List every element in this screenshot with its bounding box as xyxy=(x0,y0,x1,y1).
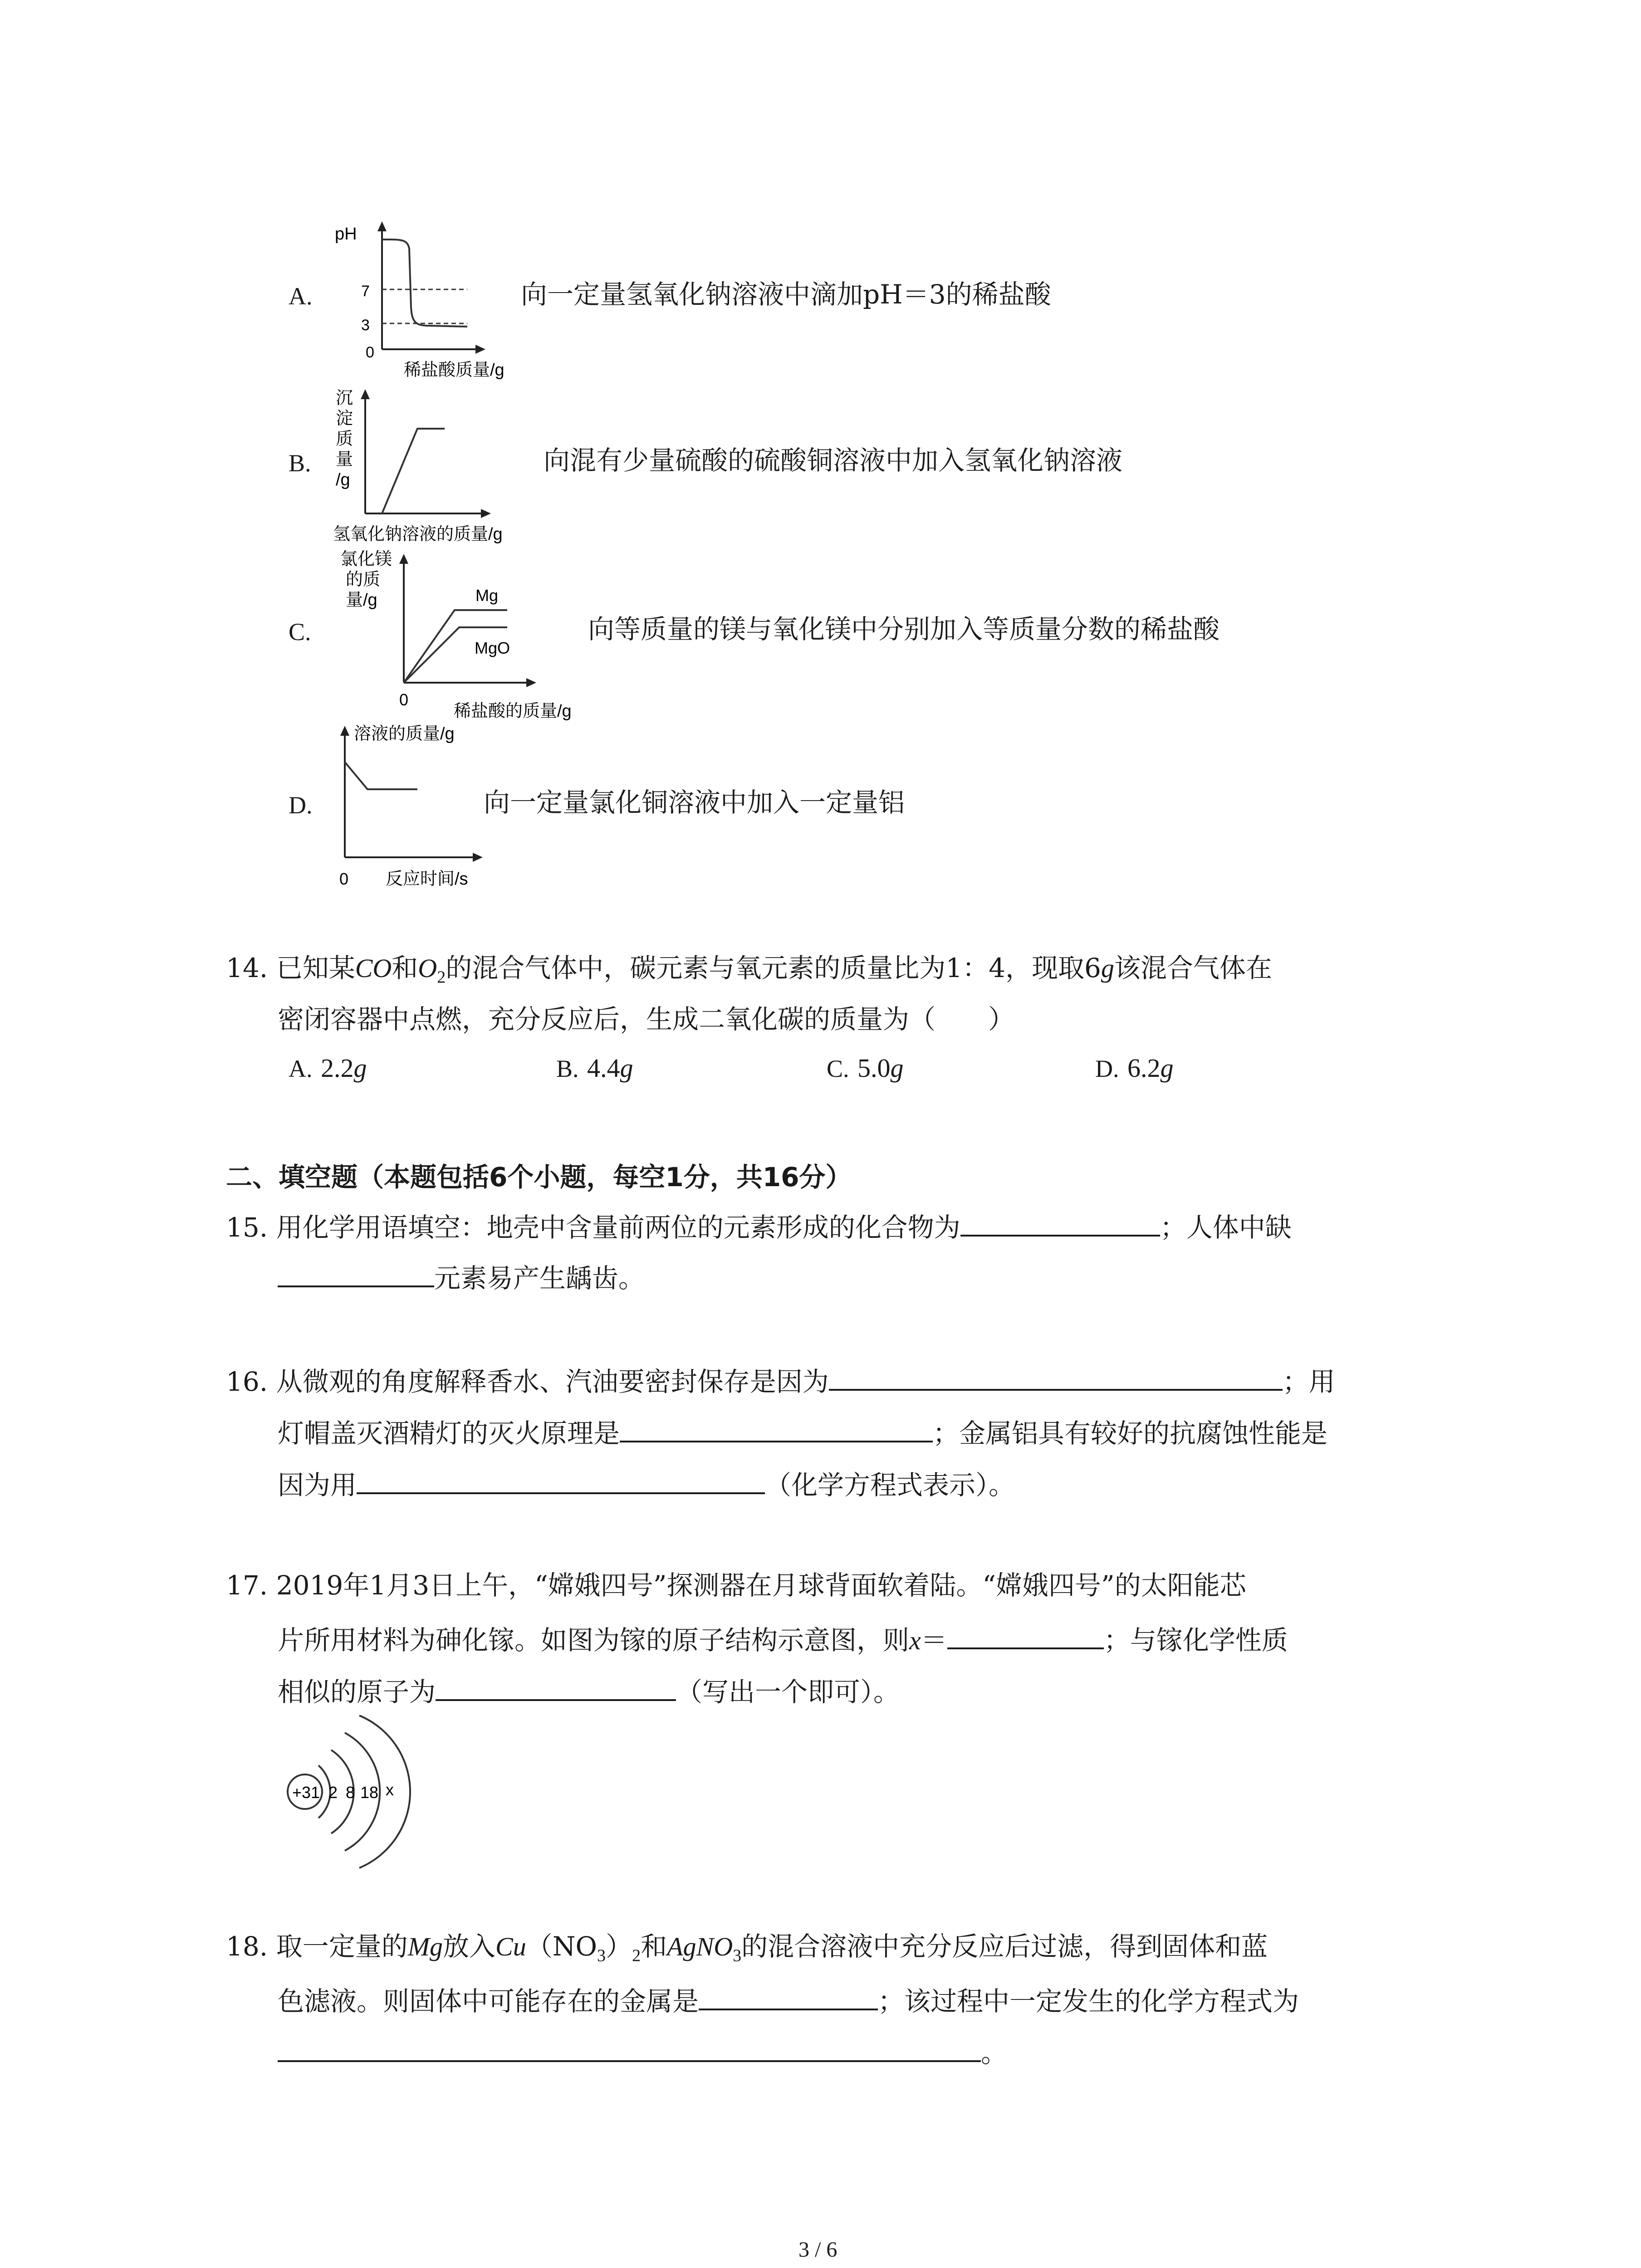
q16-blank-3[interactable] xyxy=(357,1469,765,1494)
graph-b-ylabel-3: 量 xyxy=(336,450,353,469)
q18-blank-1[interactable] xyxy=(699,1985,878,2010)
q16-text-4: ；金属铝具有较好的抗腐蚀性能是 xyxy=(933,1418,1328,1449)
q14-option-d xyxy=(1095,1055,1173,1081)
q18-blank-2[interactable] xyxy=(278,2037,981,2062)
option-b-text: 向混有少量硫酸的硫酸铜溶液中加入氢氧化钠溶液 xyxy=(544,445,1123,476)
q17-text-3b: （写出一个即可）。 xyxy=(676,1677,900,1707)
option-c-text: 向等质量的镁与氧化镁中分别加入等质量分数的稀盐酸 xyxy=(588,614,1220,645)
q17-text-2b: ＝ xyxy=(921,1625,947,1656)
q16-text-5: 因为用 xyxy=(278,1470,357,1501)
graph-a-tick-7: 7 xyxy=(361,283,370,300)
q14-number: 14. xyxy=(226,953,268,983)
q14-option-c xyxy=(827,1055,903,1081)
graph-c-ylabel-1: 的质 xyxy=(346,570,381,589)
q14-option-c-unit: g xyxy=(890,1053,904,1083)
graph-b-ylabel-1: 淀 xyxy=(336,409,353,428)
q17-blank-2[interactable] xyxy=(436,1676,676,1701)
q18-text-a: 取一定量的 xyxy=(276,1931,408,1962)
q15-line1 xyxy=(226,1211,1292,1241)
q17-x: x xyxy=(909,1626,921,1655)
q15-line2 xyxy=(278,1262,645,1294)
q18-text-2b: ；该过程中一定发生的化学方程式为 xyxy=(878,1986,1299,2017)
q17-line1 xyxy=(226,1570,1246,1601)
q15-blank-2[interactable] xyxy=(278,1262,434,1287)
q16-line3 xyxy=(278,1469,1015,1501)
graph-b xyxy=(331,386,544,549)
q18-agno: AgNO xyxy=(667,1932,733,1961)
graph-a-ylabel: pH xyxy=(335,225,357,244)
q14-option-c-value: 5.0 xyxy=(857,1053,891,1083)
q18-text-d: ） xyxy=(606,1931,632,1962)
q16-text-6: （化学方程式表示）。 xyxy=(765,1470,1015,1501)
q17-line2 xyxy=(278,1624,1288,1654)
graph-d-xlabel: 反应时间/s xyxy=(386,870,468,889)
shell-1-count: 2 xyxy=(328,1783,338,1802)
q14-line1 xyxy=(226,955,1272,986)
q18-text-e: 和 xyxy=(641,1931,667,1962)
q18-number: 18. xyxy=(226,1931,268,1962)
option-c-letter: C. xyxy=(289,618,311,645)
q15-blank-1[interactable] xyxy=(960,1211,1160,1237)
graph-b-ylabel-2: 质 xyxy=(336,430,353,449)
q18-sub-2: 2 xyxy=(632,1946,641,1965)
q15-text-3: 元素易产生龋齿。 xyxy=(434,1263,645,1294)
shell-2-count: 8 xyxy=(346,1783,355,1802)
q15-number: 15. xyxy=(226,1212,268,1243)
q14-o2: O xyxy=(418,953,437,983)
option-a-letter: A. xyxy=(289,283,313,310)
q15-text-2: ；人体中缺 xyxy=(1160,1212,1292,1243)
page-number: 3 / 6 xyxy=(798,2238,838,2262)
q14-g: g xyxy=(1101,953,1114,983)
graph-c-ylabel-2: 量/g xyxy=(346,591,377,610)
q14-option-b-unit: g xyxy=(620,1053,633,1083)
graph-a xyxy=(331,217,505,380)
q17-text-1: 2019年1月3日上午，“嫦娥四号”探测器在月球背面软着陆。“嫦娥四号”的太阳能芯 xyxy=(276,1570,1246,1601)
q16-line1 xyxy=(226,1365,1335,1395)
q14-option-b-letter: B. xyxy=(556,1055,579,1082)
q18-text-3: 。 xyxy=(981,2038,1008,2068)
graph-c-ylabel-0: 氯化镁 xyxy=(340,550,392,569)
graph-c-series-mgo: MgO xyxy=(475,639,510,657)
q14-text-a: 已知某 xyxy=(276,953,355,983)
q14-option-d-unit: g xyxy=(1160,1053,1174,1083)
q18-line1 xyxy=(226,1933,1268,1965)
q18-line2 xyxy=(278,1985,1299,2017)
graph-b-ylabel-0: 沉 xyxy=(336,389,353,408)
atom-nucleus: +31 xyxy=(292,1783,320,1802)
graph-a-origin: 0 xyxy=(366,344,374,361)
q18-text-c: （NO xyxy=(526,1931,598,1962)
shell-4-count: x xyxy=(386,1780,394,1799)
graph-c-xlabel: 稀盐酸的质量/g xyxy=(454,702,572,721)
q14-option-b xyxy=(556,1055,633,1081)
q18-cu: Cu xyxy=(495,1932,526,1961)
q17-text-2a: 片所用材料为砷化镓。如图为镓的原子结构示意图，则 xyxy=(278,1625,910,1656)
q18-text-b: 放入 xyxy=(443,1931,496,1962)
q14-option-d-value: 6.2 xyxy=(1127,1053,1161,1083)
q14-option-a xyxy=(289,1055,367,1081)
q14-option-a-value: 2.2 xyxy=(320,1053,354,1083)
q18-sub-3a: 3 xyxy=(597,1946,606,1965)
q17-text-2c: ；与镓化学性质 xyxy=(1103,1625,1288,1656)
option-b-letter: B. xyxy=(289,450,311,477)
graph-c-series-mg: Mg xyxy=(475,586,499,605)
q14-o2-sub: 2 xyxy=(437,968,446,987)
q16-text-3: 灯帽盖灭酒精灯的灭火原理是 xyxy=(278,1418,620,1449)
q17-text-3a: 相似的原子为 xyxy=(278,1677,436,1707)
graph-d-origin: 0 xyxy=(339,870,349,888)
shell-3-count: 18 xyxy=(360,1783,379,1802)
q14-text-c: 该混合气体在 xyxy=(1114,953,1272,983)
q14-option-d-letter: D. xyxy=(1095,1055,1119,1082)
graph-d-ylabel: 溶液的质量/g xyxy=(354,724,455,743)
section-2-title: 二、填空题（本题包括6个小题，每空1分，共16分） xyxy=(226,1162,852,1193)
q14-option-b-value: 4.4 xyxy=(587,1053,620,1083)
option-d-letter: D. xyxy=(289,792,313,819)
q16-text-2: ；用 xyxy=(1282,1366,1335,1397)
q17-blank-1[interactable] xyxy=(947,1624,1104,1649)
q16-blank-2[interactable] xyxy=(620,1417,933,1442)
q14-and: 和 xyxy=(392,953,418,983)
option-a-text: 向一定量氢氧化钠溶液中滴加pH＝3的稀盐酸 xyxy=(521,279,1051,310)
q18-line3 xyxy=(278,2037,1007,2066)
q14-option-c-letter: C. xyxy=(827,1055,849,1082)
graph-b-ylabel-4: /g xyxy=(336,470,350,489)
q18-mg: Mg xyxy=(407,1932,443,1961)
graph-d xyxy=(331,721,495,894)
q18-text-2a: 色滤液。则固体中可能存在的金属是 xyxy=(278,1986,699,2017)
gallium-atom-diagram xyxy=(277,1706,449,1878)
q14-text-b: 的混合气体中，碳元素与氧元素的质量比为1：4，现取6 xyxy=(446,953,1101,983)
option-d-text: 向一定量氯化铜溶液中加入一定量铝 xyxy=(484,787,905,818)
q14-line2: 密闭容器中点燃，充分反应后，生成二氧化碳的质量为（ ） xyxy=(278,1004,1015,1035)
q16-text-1: 从微观的角度解释香水、汽油要密封保存是因为 xyxy=(276,1366,829,1397)
q16-number: 16. xyxy=(226,1366,268,1397)
graph-c xyxy=(331,547,594,723)
graph-c-origin: 0 xyxy=(399,690,409,709)
graph-b-xlabel: 氢氧化钠溶液的质量/g xyxy=(333,525,503,544)
q15-text-1: 用化学用语填空：地壳中含量前两位的元素形成的化合物为 xyxy=(276,1212,960,1243)
q18-text-f: 的混合溶液中充分反应后过滤，得到固体和蓝 xyxy=(741,1931,1268,1962)
graph-a-tick-3: 3 xyxy=(361,317,370,334)
q17-line3 xyxy=(278,1676,900,1705)
q14-option-a-unit: g xyxy=(353,1053,367,1083)
q14-option-a-letter: A. xyxy=(289,1055,313,1082)
q14-co: CO xyxy=(355,953,392,983)
q16-blank-1[interactable] xyxy=(829,1365,1283,1391)
q17-number: 17. xyxy=(226,1570,268,1601)
graph-a-xlabel: 稀盐酸质量/g xyxy=(404,361,505,380)
q16-line2 xyxy=(278,1417,1327,1447)
q18-sub-3b: 3 xyxy=(733,1946,742,1965)
